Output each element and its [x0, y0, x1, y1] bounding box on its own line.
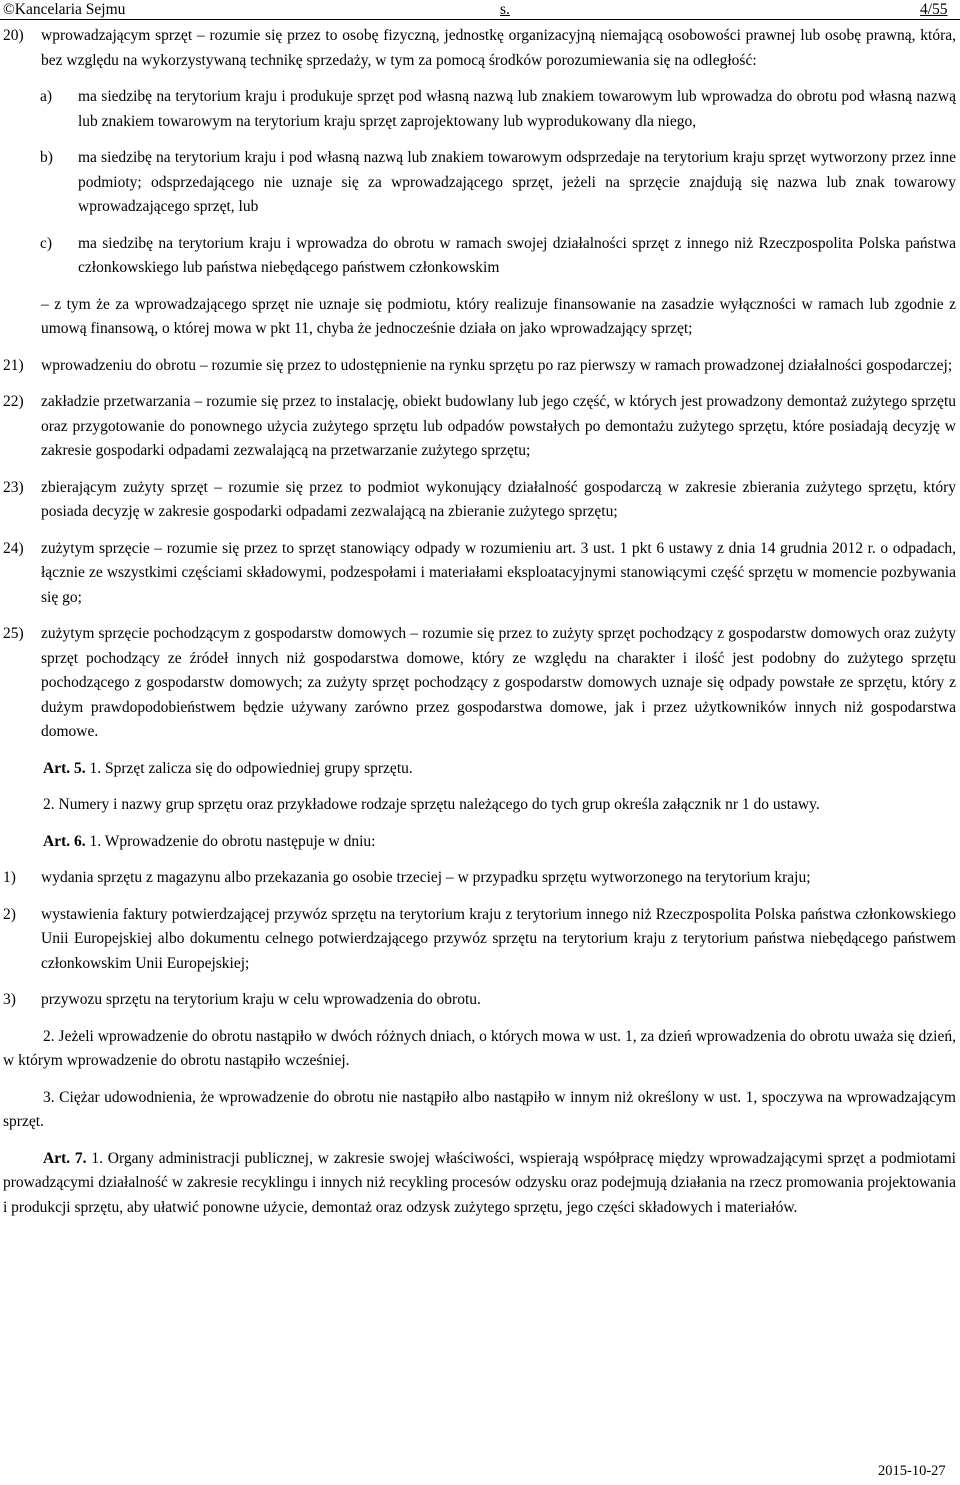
item-text: zużytym sprzęcie – rozumie się przez to sprzęt stanowiący odpady w rozumieniu art. 3 ust. 1 pkt 6 ustawy z dnia 14 grudnia 2012 r. o odpadach, łącznie ze wszystkimi częściami składowymi, podzespołami i materiałami eksploatacyjnymi stanowiącymi część sprzętu w momencie pozbywania się go; [41, 539, 956, 606]
item-text: ma siedzibę na terytorium kraju i produkuje sprzęt pod własną nazwą lub znakiem towarowym lub wprowadza do obrotu pod własną nazwą lub znakiem towarowym na terytorium kraju sprzęt zaprojektowany lub wyprodukowany dla niego, [78, 88, 956, 130]
item-text: przywozu sprzętu na terytorium kraju w celu wprowadzenia do obrotu. [41, 991, 481, 1008]
item-text: ma siedzibę na terytorium kraju i pod własną nazwą lub znakiem towarowym odsprzedaje na terytorium kraju sprzęt wytworzony przez inne podmioty; odsprzedającego nie uznaje się za wprowadzającego sprzęt, jeżeli na sprzęcie znajdują się nazwa lub znak towarowy wprowadzającego sprzęt, lub [78, 149, 956, 215]
sub-item [3, 85, 956, 134]
article-6-paragraph-3: 3. Ciężar udowodnienia, że wprowadzenie do obrotu nie nastąpiło albo nastąpiło w innym niż określony w ust. 1, spoczywa na wprowadzającym sprzęt. [3, 1088, 956, 1130]
item-number: a) [40, 88, 53, 105]
article-label: Art. 5. [43, 759, 86, 777]
list-item [3, 866, 956, 891]
list-item [3, 988, 956, 1013]
page-indicator [500, 0, 948, 20]
item-number: b) [40, 149, 53, 166]
paragraph-text: 1. Sprzęt zalicza się do odpowiedniej grupy sprzętu. [89, 759, 413, 777]
sub-item [3, 232, 956, 281]
sub-item [3, 146, 956, 220]
page-number: 4/55 [920, 1, 948, 18]
item-text: wprowadzeniu do obrotu – rozumie się przez to udostępnienie na rynku sprzętu po raz pierwszy w ramach prowadzonej działalności gospodarczej; [41, 356, 953, 374]
definition-item [3, 354, 956, 379]
article-label: Art. 6. [43, 832, 86, 850]
item-number: 25) [3, 625, 24, 642]
definition-item [3, 622, 956, 745]
article-6-paragraph-2: 2. Jeżeli wprowadzenie do obrotu nastąpiło w dwóch różnych dniach, o których mowa w ust. 1, za dzień wprowadzenia do obrotu uważa się dzień, w którym wprowadzenie do obrotu nastąpiło wcześniej. [3, 1027, 956, 1069]
page-date: 2015-10-27 [878, 1463, 946, 1479]
definition-item [3, 24, 956, 73]
item-text: wydania sprzętu z magazynu albo przekazania go osobie trzeciej – w przypadku sprzętu wytworzonego na terytorium kraju; [41, 869, 811, 886]
continuation-text: – z tym że za wprowadzającego sprzęt nie uznaje się podmiotu, który realizuje finansowanie na zasadzie wyłączności w ramach lub zgodnie z umową finansową, o której mowa w pkt 11, chyba że jednocześnie działa on jako wprowadzający sprzęt; [41, 295, 956, 337]
definition-item [3, 390, 956, 464]
item-text: wystawienia faktury potwierdzającej przywóz sprzętu na terytorium kraju z terytorium innego niż Rzeczpospolita Polska państwa członkowskiego Unii Europejskiej albo dokumentu celnego potwierdzającego przywóz sprzętu na terytorium kraju z terytorium państwa niebędącego państwem członkowskim Unii Europejskiej; [41, 905, 956, 972]
list-item [3, 903, 956, 977]
item-number: 20) [3, 27, 24, 44]
item-number: c) [40, 234, 53, 252]
article-5-paragraph-1 [3, 757, 956, 782]
item-text: wprowadzającym sprzęt – rozumie się przez to osobę fizyczną, jednostkę organizacyjną niemającą osobowości prawnej lub osobę prawną, która, bez względu na wykorzystywaną technikę sprzedaży, w tym za pomocą środków porozumiewania się na odległość: [41, 27, 956, 69]
definition-item [3, 537, 956, 611]
article-label: Art. 7. [43, 1149, 87, 1167]
page-prefix: s. [500, 1, 510, 18]
header-divider [0, 19, 960, 20]
item-number: 2) [3, 905, 16, 923]
document-body [3, 24, 956, 1232]
item-number: 21) [3, 356, 24, 374]
item-number: 3) [3, 991, 16, 1008]
item-number: 24) [3, 539, 24, 557]
page-header [0, 0, 960, 22]
item-number: 22) [3, 393, 24, 410]
article-6-paragraph-1 [3, 830, 956, 855]
paragraph-text: 1. Organy administracji publicznej, w zakresie swojej właściwości, wspierają współpracę między wprowadzającymi sprzęt a podmiotami prowadzącymi działalność w zakresie recyklingu i innych niż recykling procesów odzysku oraz podejmują działania na rzecz promowania projektowania i produkcji sprzętu, aby ułatwić ponowne użycie, demontaż oraz odzysk zużytego sprzętu, jego części składowych i materiałów. [3, 1149, 956, 1216]
definition-item [3, 476, 956, 525]
article-5-paragraph-2: 2. Numery i nazwy grup sprzętu oraz przykładowe rodzaje sprzętu należącego do tych grup określa załącznik nr 1 do ustawy. [43, 796, 820, 813]
item-text: zużytym sprzęcie pochodzącym z gospodarstw domowych – rozumie się przez to zużyty sprzęt pochodzący z gospodarstw domowych oraz zużyty sprzęt pochodzący ze źródeł innych niż gospodarstwa domowe, który ze względu na charakter i ilość jest podobny do zużytego sprzętu pochodzącego z gospodarstw domowych; za zużyty sprzęt pochodzący z gospodarstw domowych uznaje się odpady powstałe ze sprzętu, który z dużym prawdopodobieństwem będzie używany zarówno przez gospodarstwa domowe, jak i przez użytkowników innych niż gospodarstwa domowe. [41, 625, 956, 740]
source-label: ©Kancelaria Sejmu [3, 1, 126, 18]
paragraph-text: 1. Wprowadzenie do obrotu następuje w dniu: [89, 832, 376, 850]
item-text: ma siedzibę na terytorium kraju i wprowadza do obrotu w ramach swojej działalności sprzęt z innego niż Rzeczpospolita Polska państwa członkowskiego lub państwa niebędącego państwem członkowskim [78, 234, 956, 276]
item-number: 23) [3, 478, 24, 496]
item-text: zakładzie przetwarzania – rozumie się przez to instalację, obiekt budowlany lub jego część, w których jest prowadzony demontaż zużytego sprzętu oraz przygotowanie do ponownego użycia zużytego sprzętu lub odpadów powstałych po demontażu zużytego sprzętu, które posiadają decyzję w zakresie gospodarki odpadami zezwalającą na przetwarzanie zużytego sprzętu; [41, 393, 956, 459]
item-number: 1) [3, 869, 16, 886]
article-7-paragraph-1 [3, 1147, 956, 1221]
item-text: zbierającym zużyty sprzęt – rozumie się przez to podmiot wykonujący działalność gospodarczą w zakresie zbierania zużytego sprzętu, który posiada decyzję w zakresie gospodarki odpadami zezwalającą na zbieranie zużytego sprzętu; [41, 478, 956, 520]
